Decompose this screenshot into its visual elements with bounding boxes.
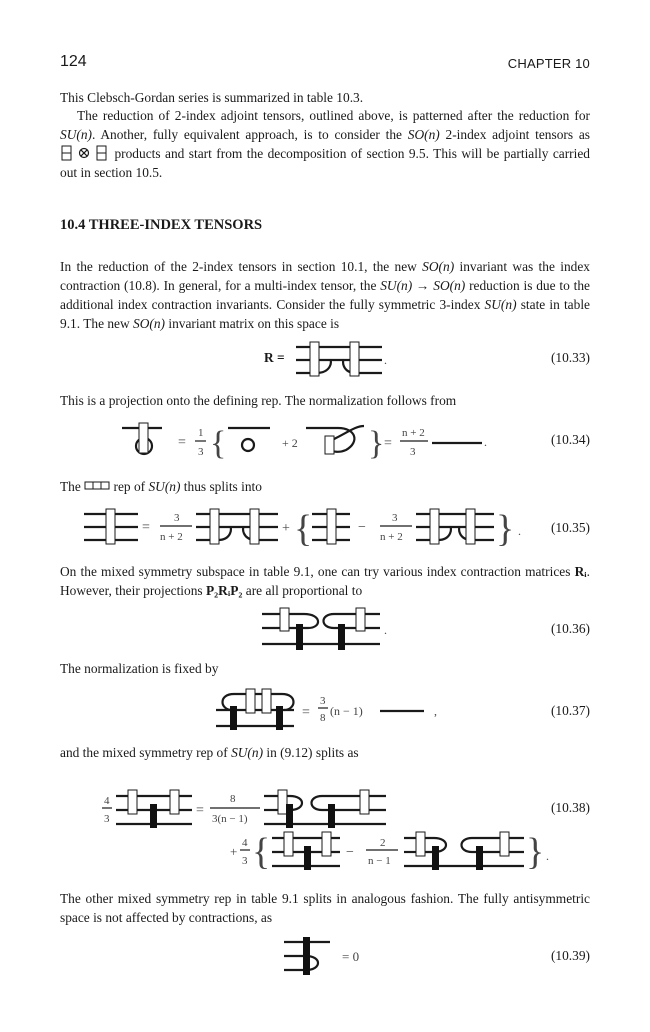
- paragraph-mixed-symmetry: On the mixed symmetry subspace in table 9.1, one can try various index contraction matrices Rᵢ. However, their projections P₂RᵢP₂ are all proportional to: [60, 564, 590, 598]
- eq35-birdtrack-diagram: [82, 505, 532, 551]
- three-box-tableau-icon: [84, 480, 110, 492]
- svg-text:+ 2: + 2: [282, 436, 298, 450]
- svg-text:3: 3: [242, 855, 248, 867]
- svg-text:}: }: [368, 425, 385, 462]
- paragraph-reduction: The reduction of 2-index adjoint tensors, outlined above, is patterned after the reduction for SU(n). Another, fully equivalent approach, is to consider the SO(n) 2-index adjoint tensors as products and start from the decomposition of section 9.5. This will be partially carried out in section 10.5.: [60, 108, 590, 180]
- svg-text:n + 2: n + 2: [380, 531, 403, 543]
- svg-text:,: ,: [434, 704, 437, 718]
- svg-text:(n − 1): (n − 1): [330, 704, 363, 718]
- svg-text:=: =: [178, 435, 186, 450]
- eq35-number: (10.35): [550, 520, 590, 535]
- svg-text:.: .: [484, 435, 487, 449]
- eq36-birdtrack-diagram: [260, 604, 394, 652]
- svg-text:=: =: [384, 436, 392, 451]
- svg-text:8: 8: [320, 712, 326, 724]
- svg-text:=: =: [302, 705, 310, 720]
- svg-text:3: 3: [410, 446, 416, 458]
- eq39-birdtrack-diagram: [280, 934, 390, 978]
- eq38-line2-birdtrack-diagram: [228, 826, 558, 876]
- svg-text:3(n − 1): 3(n − 1): [212, 813, 248, 825]
- svg-text:3: 3: [198, 446, 204, 458]
- svg-text:n − 1: n − 1: [368, 855, 391, 867]
- paragraph-three-index: In the reduction of the 2-index tensors in section 10.1, the new SO(n) invariant was the index contraction (10.8). In general, for a multi-index tensor, the SU(n) → SO(n) reduction is due to the additional index contraction invariants. Consider the fully symmetric 3-index SU(n) state in table 9.1. The new SO(n) invariant matrix on this space is: [60, 259, 590, 331]
- eq34-number: (10.34): [550, 432, 590, 447]
- svg-text:−: −: [358, 520, 366, 535]
- eq33-number: (10.33): [550, 350, 590, 365]
- svg-text:.: .: [384, 353, 387, 367]
- paragraph-splits: The rep of SU(n) thus splits into: [60, 479, 262, 494]
- svg-text:4: 4: [104, 795, 110, 807]
- eq34-birdtrack-diagram: [120, 420, 490, 464]
- eq36-number: (10.36): [550, 621, 590, 636]
- svg-text:+: +: [230, 844, 238, 859]
- eq33-lhs: R =: [264, 350, 285, 365]
- svg-text:{: {: [252, 831, 271, 873]
- svg-text:n + 2: n + 2: [160, 531, 183, 543]
- svg-text:3: 3: [320, 695, 326, 707]
- page-number: 124: [60, 53, 87, 70]
- paragraph-antisymmetric: The other mixed symmetry rep in table 9.1 splits in analogous fashion. The fully antisymmetric space is not affected by contractions, as: [60, 891, 590, 925]
- young-tableau-product-icon: [60, 145, 110, 162]
- svg-text:n + 2: n + 2: [402, 427, 425, 439]
- svg-text:=: =: [142, 520, 150, 535]
- paragraph-clebsch: This Clebsch-Gordan series is summarized in table 10.3.: [60, 90, 364, 105]
- svg-text:.: .: [518, 524, 521, 538]
- svg-text:3: 3: [392, 512, 398, 524]
- paragraph-mixed-rep: and the mixed symmetry rep of SU(n) in (9.12) splits as: [60, 745, 359, 760]
- svg-text:.: .: [546, 849, 549, 863]
- svg-text:−: −: [346, 845, 354, 860]
- svg-text:{: {: [294, 508, 313, 550]
- svg-text:3: 3: [104, 813, 110, 825]
- eq39-number: (10.39): [550, 948, 590, 963]
- svg-text:=: =: [196, 803, 204, 818]
- chapter-label: CHAPTER 10: [507, 56, 590, 71]
- svg-text:.: .: [384, 623, 387, 637]
- section-heading: 10.4 THREE-INDEX TENSORS: [60, 217, 263, 233]
- svg-text:= 0: = 0: [342, 949, 360, 964]
- svg-text:2: 2: [380, 837, 386, 849]
- svg-text:{: {: [210, 425, 227, 462]
- eq37-birdtrack-diagram: [210, 686, 450, 734]
- eq37-number: (10.37): [550, 703, 590, 718]
- svg-text:+: +: [282, 521, 290, 536]
- svg-text:8: 8: [230, 793, 236, 805]
- eq33-birdtrack-diagram: [296, 340, 386, 380]
- svg-text:4: 4: [242, 837, 248, 849]
- eq38-number: (10.38): [550, 800, 590, 815]
- paragraph-projection: This is a projection onto the defining rep. The normalization follows from: [60, 393, 457, 408]
- svg-text:1: 1: [198, 427, 204, 439]
- svg-text:3: 3: [174, 512, 180, 524]
- svg-text:}: }: [496, 508, 515, 550]
- svg-text:}: }: [526, 831, 545, 873]
- paragraph-normalization: The normalization is fixed by: [60, 661, 219, 676]
